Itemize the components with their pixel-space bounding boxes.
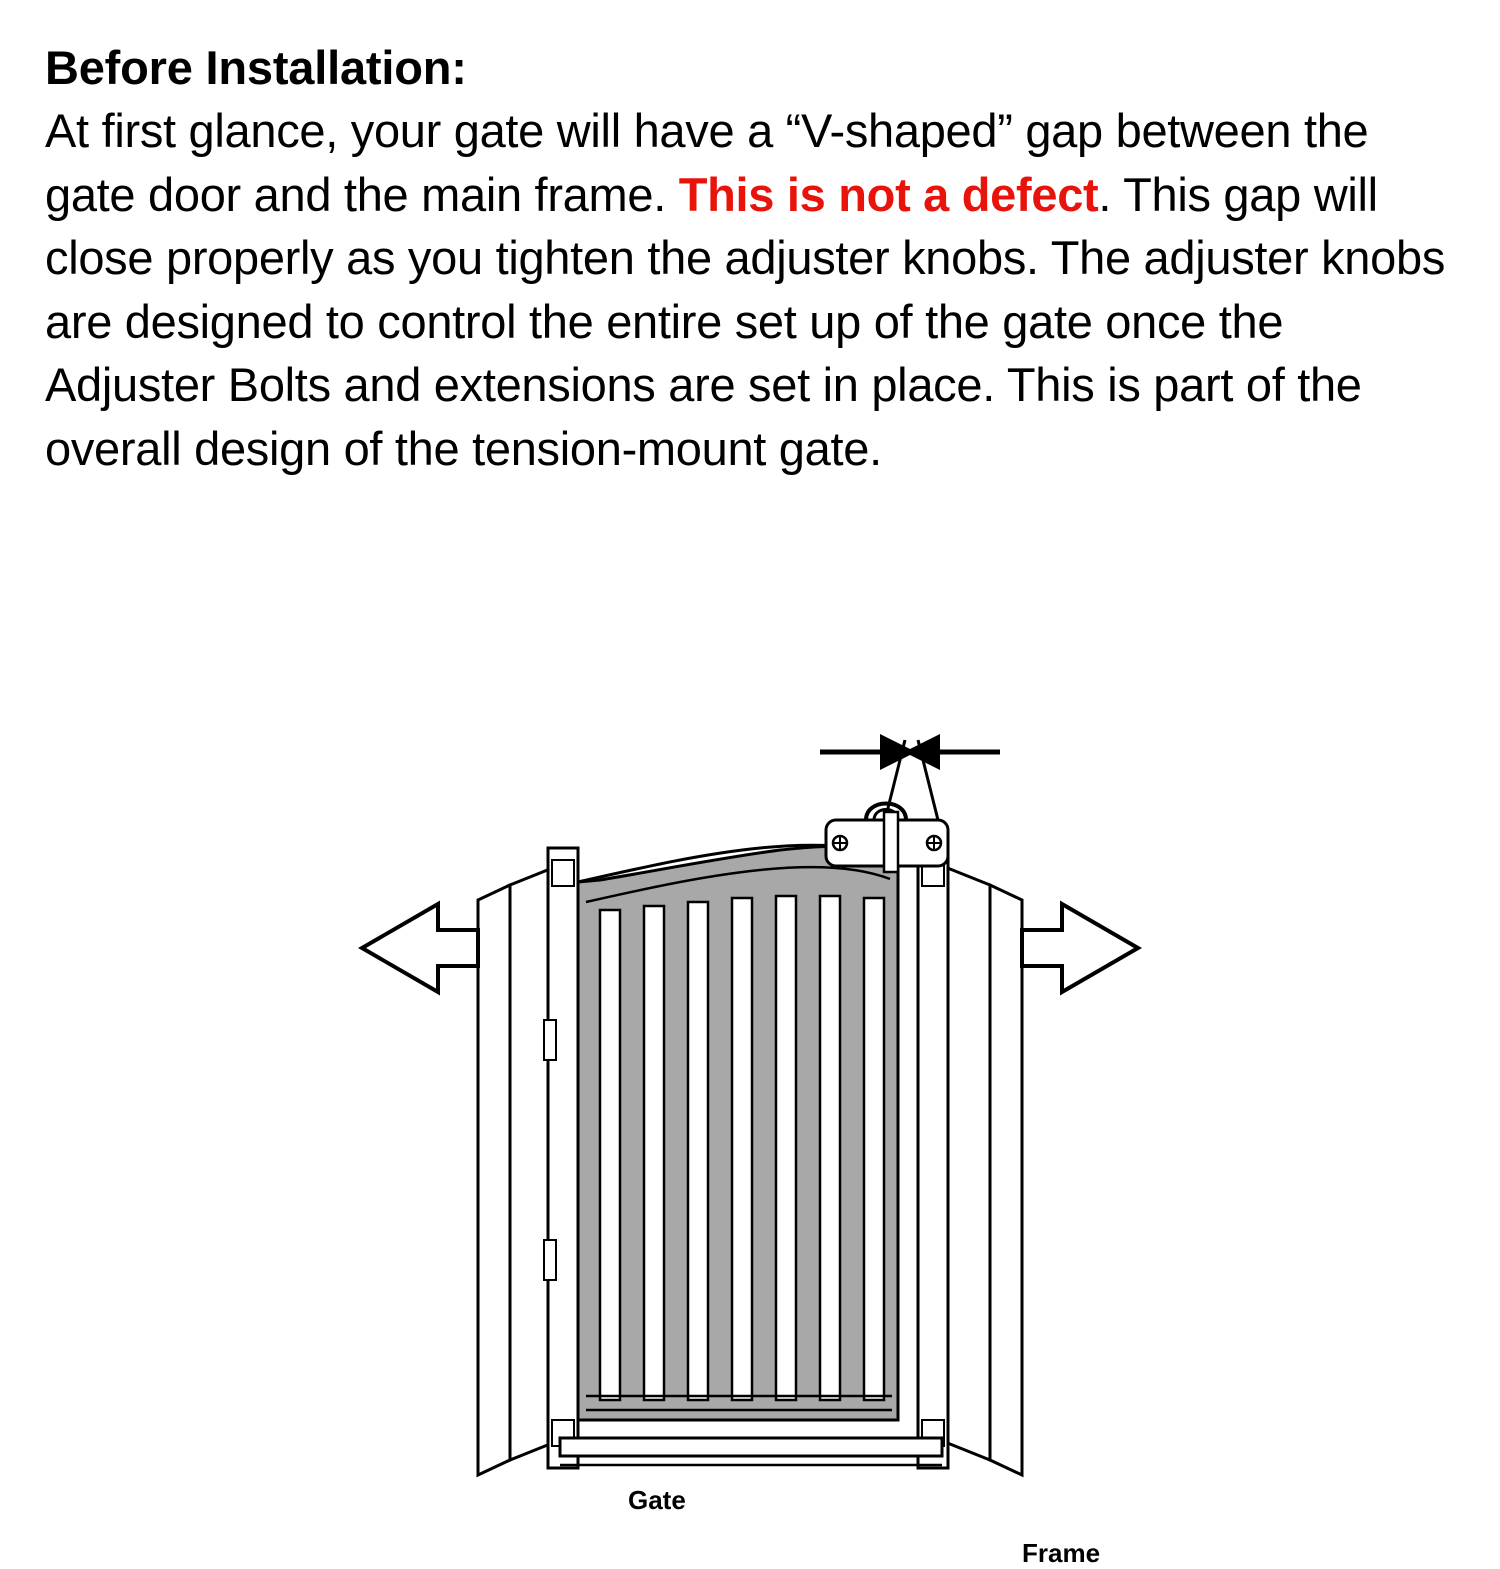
- gate-bar: [732, 898, 752, 1400]
- gate-bar: [820, 896, 840, 1400]
- gate-bar: [600, 910, 620, 1400]
- gate-bar: [644, 906, 664, 1400]
- gate-right-rail: [918, 848, 948, 1468]
- defect-warning-text: This is not a defect: [678, 167, 1099, 221]
- left-wall-panel: [478, 885, 510, 1475]
- instruction-paragraph: [45, 99, 1455, 480]
- gate-bottom-bar: [560, 1438, 942, 1456]
- gate-label: Gate: [628, 1485, 686, 1515]
- page-title: Before Installation:: [45, 41, 467, 94]
- gate-bar: [864, 898, 884, 1400]
- frame-label: Frame: [1022, 1538, 1101, 1568]
- left-direction-arrow: [362, 904, 478, 992]
- gate-illustration-svg: [0, 720, 1500, 1500]
- gate-bar: [688, 902, 708, 1400]
- paragraph-part-1: At first glance, your gate will have a “V-shaped” gap between the gate door and the main frame.: [45, 104, 1369, 221]
- paragraph-part-2: . This gap will close properly as you tighten the adjuster knobs. The adjuster knobs are designed to control the entire set up of the gate once the Adjuster Bolts and extensions are set in place. This is part of the overall design of the tension-mount gate.: [45, 167, 1446, 475]
- right-wall-panel: [990, 885, 1022, 1475]
- right-direction-arrow: [1022, 904, 1138, 992]
- gate-bar: [776, 896, 796, 1400]
- gate-left-rail: [548, 848, 578, 1468]
- gate-diagram: [0, 720, 1500, 1568]
- v-gap-arrow-right: [904, 734, 940, 770]
